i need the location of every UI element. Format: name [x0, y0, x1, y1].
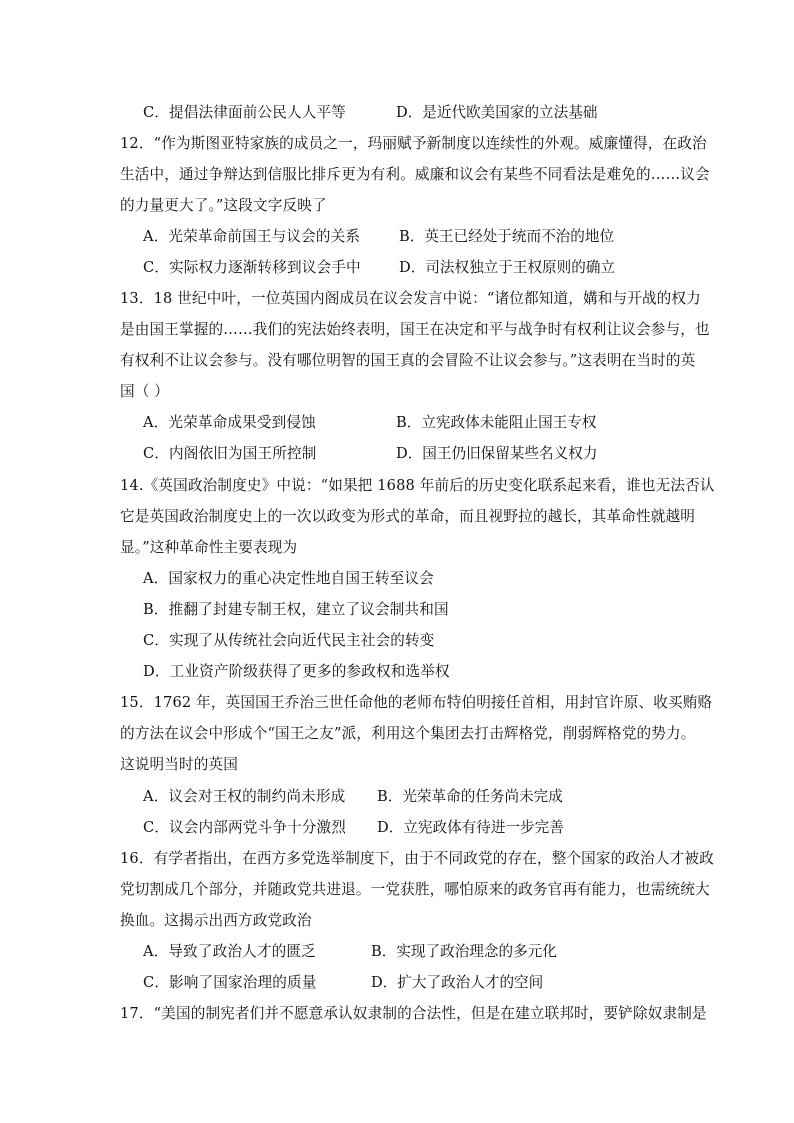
- q12-option-a: A．光荣革命前国王与议会的关系: [143, 228, 361, 245]
- q11-option-c: C．提倡法律面前公民人人平等: [143, 104, 346, 121]
- q17-stem-line1: 17．“美国的制宪者们并不愿意承认奴隶制的合法性，但是在建立联邦时，要铲除奴隶制是: [120, 1005, 707, 1022]
- q13-option-a: A．光荣革命成果受到侵蚀: [143, 414, 316, 431]
- q13-stem-line1: 13．18 世纪中叶，一位英国内阁成员在议会发言中说：“诸位都知道，媾和与开战的权力: [120, 290, 701, 307]
- q13-option-d: D．国王仍旧保留某些名义权力: [396, 445, 598, 462]
- q15-option-a: A．议会对王权的制约尚未形成: [143, 788, 346, 805]
- q16-stem-line1: 16．有学者指出，在西方多党选举制度下，由于不同政党的存在，整个国家的政治人才被政: [120, 850, 714, 867]
- q16-stem-line2: 党切割成几个部分，并随政党共进退。一党获胜，哪怕原来的政务官再有能力，也需统统大: [120, 881, 710, 898]
- q13-option-b: B．立宪政体未能阻止国王专权: [396, 414, 597, 431]
- q13-option-c: C．内阁依旧为国王所控制: [143, 445, 317, 462]
- q14-option-a: A．国家权力的重心决定性地自国王转至议会: [143, 570, 434, 587]
- q12-option-c: C．实际权力逐渐转移到议会手中: [143, 259, 361, 276]
- q14-option-c: C．实现了从传统社会向近代民主社会的转变: [143, 632, 435, 649]
- q11-option-d: D．是近代欧美国家的立法基础: [396, 104, 598, 121]
- q12-stem-line2: 生活中，通过争辩达到信服比排斥更为有利。威廉和议会有某些不同看法是难免的……议会: [120, 166, 710, 183]
- q15-option-b: B．光荣革命的任务尚未完成: [377, 788, 563, 805]
- q16-option-d: D．扩大了政治人才的空间: [371, 974, 544, 991]
- q14-stem-line3: 显。”这种革命性主要表现为: [120, 539, 298, 556]
- q12-stem-line1: 12．“作为斯图亚特家族的成员之一，玛丽赋予新制度以连续性的外观。威廉懂得，在政治: [120, 135, 707, 152]
- q15-stem-line3: 这说明当时的英国: [120, 756, 238, 773]
- q15-stem-line2: 的方法在议会中形成个“国王之友”派，利用这个集团去打击辉格党，削弱辉格党的势力。: [120, 725, 696, 742]
- q16-option-a: A．导致了政治人才的匮乏: [143, 943, 316, 960]
- q12-option-d: D．司法权独立于王权原则的确立: [399, 259, 616, 276]
- q14-option-b: B．推翻了封建专制王权，建立了议会制共和国: [143, 601, 449, 618]
- q12-stem-line3: 的力量更大了。”这段文字反映了: [120, 197, 327, 214]
- q13-stem-line4: 国（ ）: [120, 383, 170, 400]
- q16-option-b: B．实现了政治理念的多元化: [371, 943, 557, 960]
- q12-option-b: B．英王已经处于统而不治的地位: [399, 228, 615, 245]
- q13-stem-line2: 是由国王掌握的……我们的宪法始终表明，国王在决定和平与战争时有权利让议会参与，也: [120, 321, 710, 338]
- q15-option-d: D．立宪政体有待进一步完善: [377, 819, 564, 836]
- q15-stem-line1: 15．1762 年，英国国王乔治三世任命他的老师布特伯明接任首相，用封官许原、收买贿赂: [120, 694, 713, 711]
- q14-stem-line2: 它是英国政治制度史上的一次以政变为形式的革命，而且视野拉的越长，其革命性就越明: [120, 508, 696, 525]
- q14-option-d: D．工业资产阶级获得了更多的参政权和选举权: [143, 663, 450, 680]
- q16-stem-line3: 换血。这揭示出西方政党政治: [120, 912, 312, 929]
- q16-option-c: C．影响了国家治理的质量: [143, 974, 317, 991]
- q13-stem-line3: 有权利不让议会参与。没有哪位明智的国王真的会冒险不让议会参与。”这表明在当时的英: [120, 352, 696, 369]
- q14-stem-line1: 14.《英国政治制度史》中说：“如果把 1688 年前后的历史变化联系起来看，谁也无法否认: [120, 477, 715, 494]
- q15-option-c: C．议会内部两党斗争十分激烈: [143, 819, 346, 836]
